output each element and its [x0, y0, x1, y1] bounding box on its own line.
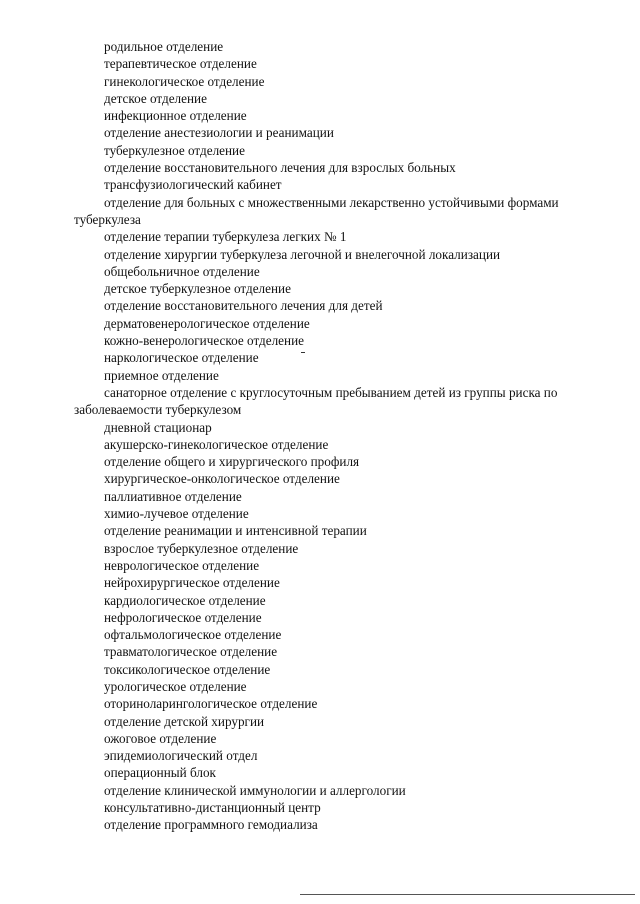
- list-item: терапевтическое отделение: [104, 56, 257, 72]
- list-item: оториноларингологическое отделение: [104, 696, 318, 712]
- list-item: туберкулезное отделение: [104, 142, 245, 158]
- list-item: детское туберкулезное отделение: [104, 281, 291, 297]
- list-item: родильное отделение: [104, 39, 224, 54]
- list-item: ожоговое отделение: [104, 730, 217, 746]
- list-item: операционный блок: [104, 765, 216, 781]
- list-item: отделение клинической иммунологии и аллергологии: [104, 782, 406, 798]
- list-item: инфекционное отделение: [104, 108, 247, 124]
- list-item: офтальмологическое отделение: [104, 627, 282, 643]
- list-item: отделение анестезиологии и реанимации: [104, 125, 334, 141]
- list-item: взрослое туберкулезное отделение: [104, 540, 299, 556]
- list-item: отделение хирургии туберкулеза легочной и внелегочной локализации: [104, 246, 501, 262]
- list-item: дерматовенерологическое отделение: [104, 315, 310, 331]
- list-item: приемное отделение: [104, 367, 219, 383]
- list-item: паллиативное отделение: [104, 488, 242, 504]
- list-item: наркологическое отделение: [104, 350, 259, 366]
- list-item: консультативно-дистанционный центр: [104, 800, 321, 816]
- list-item: хирургическое-онкологическое отделение: [104, 471, 340, 487]
- bottom-divider: [300, 894, 635, 895]
- list-item: урологическое отделение: [104, 678, 247, 694]
- list-item: отделение восстановительного лечения для взрослых больных: [104, 160, 456, 176]
- list-item: санаторное отделение с круглосуточным пребыванием детей из группы риска по заболеваемости туберкулезом: [74, 384, 558, 418]
- list-item: детское отделение: [104, 90, 207, 106]
- list-item: трансфузиологический кабинет: [104, 177, 282, 193]
- list-item: химио-лучевое отделение: [104, 506, 249, 522]
- list-item: отделение общего и хирургического профиля: [104, 454, 360, 470]
- list-item: дневной стационар: [104, 419, 212, 435]
- list-item: токсикологическое отделение: [104, 661, 271, 677]
- list-item: общебольничное отделение: [104, 263, 260, 279]
- list-item: кожно-венерологическое отделение: [104, 333, 305, 349]
- list-item: гинекологическое отделение: [104, 73, 265, 89]
- list-item: нефрологическое отделение: [104, 609, 262, 625]
- list-item: отделение терапии туберкулеза легких № 1: [104, 229, 347, 245]
- list-item: отделение программного гемодиализа: [104, 817, 318, 833]
- list-item: отделение реанимации и интенсивной терапии: [104, 523, 367, 539]
- stray-mark: [301, 352, 305, 353]
- list-item: отделение восстановительного лечения для детей: [104, 298, 383, 314]
- department-list: [74, 38, 574, 834]
- list-item: нейрохирургическое отделение: [104, 575, 280, 591]
- list-item: отделение для больных с множественными лекарственно устойчивыми формами туберкулеза: [74, 194, 559, 227]
- list-item: акушерско-гинекологическое отделение: [104, 436, 329, 452]
- list-item: травматологическое отделение: [104, 644, 278, 660]
- list-item: отделение детской хирургии: [104, 713, 265, 729]
- list-item: эпидемиологический отдел: [104, 748, 258, 764]
- list-item: неврологическое отделение: [104, 557, 260, 573]
- list-item: кардиологическое отделение: [104, 592, 266, 608]
